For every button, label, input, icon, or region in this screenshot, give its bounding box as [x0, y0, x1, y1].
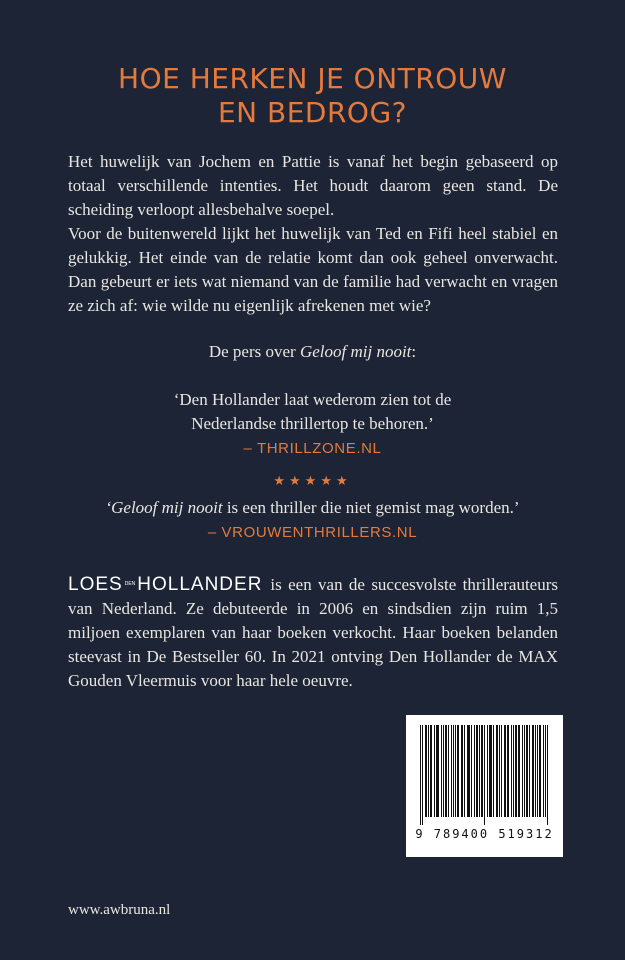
barcode-bar — [527, 725, 528, 817]
quote-2-source: – VROUWENTHRILLERS.NL — [207, 524, 418, 541]
headline-line-2: EN BEDROG? — [217, 96, 408, 129]
barcode-bar — [519, 725, 520, 817]
barcode-bar — [501, 725, 502, 817]
barcode-bar — [467, 725, 468, 817]
barcode-bar — [448, 725, 449, 817]
barcode-bar — [468, 725, 469, 817]
barcode — [406, 715, 563, 857]
barcode-bar — [489, 725, 490, 817]
barcode-bar — [461, 725, 462, 817]
barcode-bar — [507, 725, 508, 817]
barcode-bar — [422, 725, 423, 825]
author-logo — [68, 574, 262, 595]
barcode-bar — [471, 725, 472, 817]
barcode-bar — [532, 725, 533, 817]
barcode-bar — [481, 725, 482, 817]
quote-2-text: is een thriller die niet gemist mag worden.’ — [222, 498, 520, 517]
barcode-bar — [438, 725, 439, 817]
author-logo-first: LOES — [68, 574, 123, 595]
isbn-number: 9 789400 519312 — [415, 827, 554, 841]
barcode-bar — [493, 725, 494, 817]
barcode-bar — [477, 725, 478, 817]
barcode-bar — [515, 725, 516, 817]
press-intro-prefix: De pers over — [208, 342, 300, 361]
barcode-bar — [522, 725, 523, 817]
barcode-bar — [441, 725, 442, 817]
barcode-bar — [513, 725, 514, 817]
barcode-bar — [453, 725, 454, 817]
barcode-bar — [516, 725, 517, 817]
press-intro-suffix: : — [411, 342, 417, 361]
author-logo-last: HOLLANDER — [137, 574, 263, 595]
barcode-bar — [543, 725, 544, 817]
blurb-paragraph-2: Voor de buitenwereld lijkt het huwelijk van Ted en Fifi heel stabiel en gelukkig. Het einde van de relatie komt dan ook geheel onverwacht. Dan gebeurt er iets wat niemand van de familie had verwacht en vragen ze zich af: wie wilde nu eigenlijk afrekenen met wie? — [68, 224, 558, 315]
barcode-bar — [499, 725, 500, 817]
press-quote-2 — [0, 496, 625, 545]
barcode-bar — [462, 725, 463, 817]
author-logo-small: DEN — [124, 581, 136, 588]
barcode-bar — [455, 725, 456, 817]
barcode-bar — [425, 725, 426, 817]
barcode-bar — [426, 725, 427, 817]
barcode-bar — [474, 725, 475, 817]
barcode-bar — [539, 725, 540, 817]
barcode-bar — [518, 725, 519, 817]
barcode-bar — [451, 725, 452, 817]
barcode-bar — [446, 725, 447, 817]
barcode-bar — [430, 725, 431, 817]
blurb — [68, 150, 558, 318]
headline-line-1: HOE HERKEN JE ONTROUW — [118, 62, 507, 95]
barcode-bar — [545, 725, 546, 817]
barcode-bar — [428, 725, 429, 817]
barcode-bar — [476, 725, 477, 817]
author-bio — [68, 573, 558, 693]
barcode-bar — [437, 725, 438, 817]
barcode-bar — [547, 725, 548, 825]
barcode-bar — [458, 725, 459, 817]
press-intro — [0, 340, 625, 364]
barcode-bar — [535, 725, 536, 817]
quote-2-title: ‘Geloof mij nooit — [105, 498, 223, 517]
quote-1-source: – THRILLZONE.NL — [243, 440, 382, 457]
barcode-bar — [479, 725, 480, 817]
author-bio-text: is een van de succesvolste thrillerauteurs van Nederland. Ze debuteerde in 2006 en sindsdien zijn ruim 1,5 miljoen exemplaren van haar boeken verkocht. Haar boeken belanden steevast in De Bestseller 60. In 2021 ontving Den Hollander de MAX Gouden Vleermuis voor haar hele oeuvre. — [68, 575, 558, 690]
barcode-bar — [496, 725, 497, 817]
barcode-bar — [464, 725, 465, 817]
barcode-bar — [504, 725, 505, 817]
barcode-bar — [529, 725, 530, 817]
rating-stars: ★★★★★ — [273, 474, 352, 489]
press-quote-1 — [0, 388, 625, 461]
barcode-bar — [511, 725, 512, 817]
publisher-website: www.awbruna.nl — [68, 902, 171, 918]
quote-1-line-2: Nederlandse thrillertop te behoren.’ — [191, 414, 434, 433]
barcode-bar — [491, 725, 492, 817]
barcode-bar — [443, 725, 444, 817]
headline — [0, 62, 625, 130]
barcode-bar — [508, 725, 509, 817]
barcode-bar — [524, 725, 525, 817]
barcode-bar — [533, 725, 534, 817]
blurb-paragraph-1: Het huwelijk van Jochem en Pattie is vanaf het begin gebaseerd op totaal verschillende intenties. Het houdt daarom geen stand. De scheiding verloopt allesbehalve soepel. — [68, 152, 558, 219]
barcode-bar — [540, 725, 541, 817]
barcode-bar — [537, 725, 538, 817]
press-intro-title: Geloof mij nooit — [299, 342, 412, 361]
quote-1-line-1: ‘Den Hollander laat wederom zien tot de — [173, 390, 452, 409]
barcode-bar — [487, 725, 488, 817]
barcode-bar — [436, 725, 437, 817]
barcode-bar — [484, 725, 485, 825]
barcode-bar — [420, 725, 421, 825]
barcode-bar — [490, 725, 491, 817]
barcode-bar — [469, 725, 470, 817]
barcode-bar — [505, 725, 506, 817]
barcode-bar — [431, 725, 432, 817]
barcode-bar — [457, 725, 458, 817]
barcode-bar — [445, 725, 446, 817]
barcode-bar — [526, 725, 527, 817]
barcode-bar — [497, 725, 498, 817]
barcode-bar — [482, 725, 483, 817]
barcode-bars — [420, 725, 549, 825]
barcode-bar — [434, 725, 435, 817]
